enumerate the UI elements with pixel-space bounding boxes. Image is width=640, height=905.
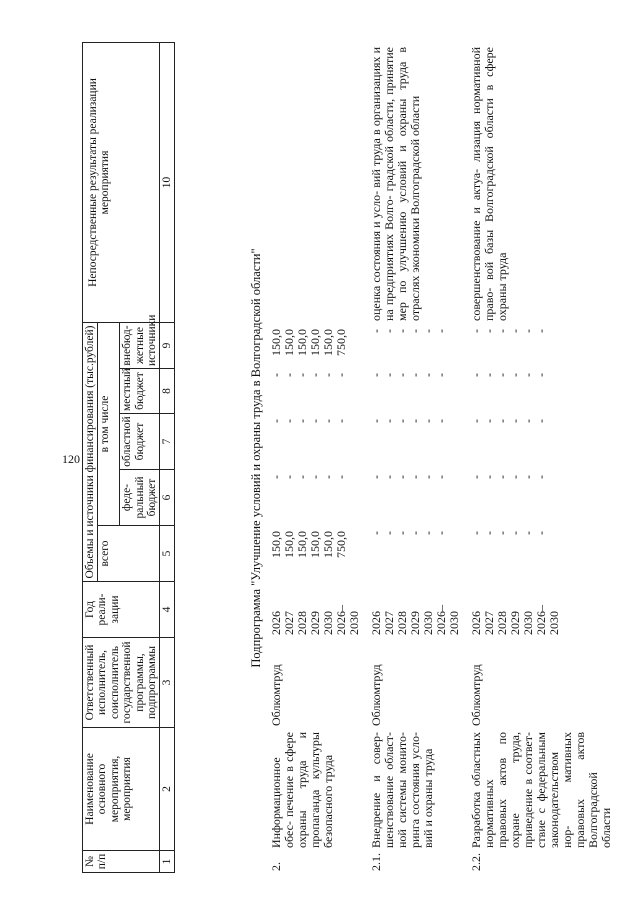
cell-regional-value: - bbox=[394, 419, 409, 423]
cell-years-value: 2028 bbox=[294, 611, 309, 635]
cell-years bbox=[270, 585, 361, 635]
header-executor: Ответственный исполнитель, соисполнитель государственной программы, подпрограммы bbox=[83, 638, 160, 728]
cell-total-value: 750,0 bbox=[333, 531, 348, 558]
cell-name: Информационное обес- печение в сфере охраны труда и пропаганда культуры безопасного труда bbox=[269, 732, 335, 848]
cell-regional bbox=[270, 419, 348, 467]
header-total: всего bbox=[98, 526, 160, 582]
cell-total bbox=[470, 531, 548, 579]
cell-regional-value: - bbox=[381, 419, 396, 423]
cell-local-value: - bbox=[481, 373, 496, 377]
cell-total-value: - bbox=[433, 531, 448, 535]
header-local: местный бюджет bbox=[120, 369, 160, 414]
cell-regional-value: - bbox=[533, 419, 548, 423]
cell-years-value: 2026–2030 bbox=[533, 605, 561, 635]
cell-federal bbox=[370, 475, 448, 523]
column-number: 6 bbox=[160, 470, 175, 526]
cell-local bbox=[470, 373, 548, 411]
cell-local-value: - bbox=[520, 373, 535, 377]
cell-years-value: 2028 bbox=[494, 611, 509, 635]
cell-years-value: 2026–2030 bbox=[333, 605, 361, 635]
cell-regional-value: - bbox=[333, 419, 348, 423]
cell-years bbox=[370, 585, 461, 635]
cell-offbudget-value: 150,0 bbox=[320, 329, 335, 356]
column-number: 9 bbox=[160, 322, 175, 368]
cell-federal bbox=[270, 475, 348, 523]
cell-years-value: 2026 bbox=[269, 611, 283, 635]
cell-local-value: - bbox=[320, 373, 335, 377]
cell-offbudget-value: 150,0 bbox=[269, 329, 283, 356]
cell-regional-value: - bbox=[369, 419, 383, 423]
cell-regional-value: - bbox=[407, 419, 422, 423]
cell-regional-value: - bbox=[281, 419, 296, 423]
cell-total bbox=[370, 531, 448, 579]
cell-offbudget bbox=[370, 329, 448, 367]
cell-num: 2.2. bbox=[469, 853, 483, 871]
header-name: Наименование основного мероприятия, мероприятия bbox=[83, 728, 160, 851]
cell-regional-value: - bbox=[320, 419, 335, 423]
cell-years-value: 2026–2030 bbox=[433, 605, 461, 635]
cell-regional-value: - bbox=[481, 419, 496, 423]
cell-years-value: 2030 bbox=[420, 611, 435, 635]
table-header bbox=[82, 42, 175, 873]
cell-offbudget bbox=[270, 329, 348, 367]
header-financing: Объемы и источники финансирования (тыс.рублей) bbox=[83, 322, 98, 581]
cell-years-value: 2030 bbox=[520, 611, 535, 635]
cell-offbudget-value: - bbox=[433, 329, 448, 333]
cell-federal-value: - bbox=[369, 475, 383, 479]
cell-offbudget-value: - bbox=[469, 329, 483, 333]
cell-total-value: - bbox=[520, 531, 535, 535]
cell-regional-value: - bbox=[269, 419, 283, 423]
cell-total-value: - bbox=[381, 531, 396, 535]
cell-regional-value: - bbox=[420, 419, 435, 423]
cell-regional bbox=[470, 419, 548, 467]
cell-offbudget-value: - bbox=[407, 329, 422, 333]
cell-federal-value: - bbox=[407, 475, 422, 479]
header-num: № п/п bbox=[83, 851, 160, 873]
cell-offbudget-value: 150,0 bbox=[307, 329, 322, 356]
cell-total-value: 150,0 bbox=[269, 531, 283, 558]
cell-offbudget-value: - bbox=[481, 329, 496, 333]
cell-total-value: - bbox=[507, 531, 522, 535]
cell-local-value: - bbox=[420, 373, 435, 377]
cell-regional-value: - bbox=[469, 419, 483, 423]
page-number: 120 bbox=[62, 452, 80, 466]
cell-years-value: 2028 bbox=[394, 611, 409, 635]
cell-num: 2. bbox=[269, 862, 283, 871]
rotated-table-page bbox=[82, 43, 613, 873]
cell-local bbox=[270, 373, 348, 411]
header-year: Год реали- зации bbox=[83, 582, 160, 638]
subprogram-title: Подпрограмма "Улучшение условий и охраны труда в Волгоградской области" bbox=[249, 248, 263, 668]
cell-local-value: - bbox=[333, 373, 348, 377]
header-offbudget: внебюд- жетные источники bbox=[120, 322, 160, 368]
cell-total-value: - bbox=[494, 531, 509, 535]
cell-offbudget-value: - bbox=[507, 329, 522, 333]
cell-local-value: - bbox=[307, 373, 322, 377]
cell-federal-value: - bbox=[533, 475, 548, 479]
cell-federal-value: - bbox=[294, 475, 309, 479]
cell-offbudget-value: - bbox=[369, 329, 383, 333]
cell-local-value: - bbox=[369, 373, 383, 377]
cell-offbudget-value: - bbox=[533, 329, 548, 333]
cell-years-value: 2026 bbox=[469, 611, 483, 635]
cell-federal-value: - bbox=[394, 475, 409, 479]
cell-total-value: - bbox=[407, 531, 422, 535]
cell-federal-value: - bbox=[381, 475, 396, 479]
cell-federal-value: - bbox=[333, 475, 348, 479]
cell-executor: Облкомтруд bbox=[469, 664, 483, 726]
cell-local bbox=[370, 373, 448, 411]
cell-federal-value: - bbox=[307, 475, 322, 479]
cell-federal-value: - bbox=[433, 475, 448, 479]
cell-federal bbox=[470, 475, 548, 523]
cell-federal-value: - bbox=[469, 475, 483, 479]
header-including: в том числе bbox=[98, 322, 120, 525]
cell-executor: Облкомтруд bbox=[369, 664, 383, 726]
cell-offbudget-value: - bbox=[520, 329, 535, 333]
cell-federal-value: - bbox=[494, 475, 509, 479]
cell-offbudget-value: 150,0 bbox=[281, 329, 296, 356]
cell-offbudget bbox=[470, 329, 548, 367]
cell-years bbox=[470, 585, 561, 635]
cell-total-value: - bbox=[533, 531, 548, 535]
cell-local-value: - bbox=[294, 373, 309, 377]
cell-name: Внедрение и совер- шенствование област- ной системы монито- ринга состояния усло- вий и охраны труда bbox=[369, 732, 435, 848]
header-federal: феде- ральный бюджет bbox=[120, 470, 160, 526]
column-number: 3 bbox=[160, 638, 175, 728]
cell-local-value: - bbox=[269, 373, 283, 377]
cell-local-value: - bbox=[533, 373, 548, 377]
cell-regional-value: - bbox=[494, 419, 509, 423]
cell-local-value: - bbox=[394, 373, 409, 377]
column-number: 5 bbox=[160, 526, 175, 582]
column-number: 2 bbox=[160, 728, 175, 851]
cell-local-value: - bbox=[494, 373, 509, 377]
cell-local-value: - bbox=[407, 373, 422, 377]
column-number: 10 bbox=[160, 42, 175, 322]
column-number: 8 bbox=[160, 369, 175, 414]
cell-years-value: 2027 bbox=[481, 611, 496, 635]
cell-total-value: 150,0 bbox=[320, 531, 335, 558]
cell-local-value: - bbox=[281, 373, 296, 377]
column-number: 4 bbox=[160, 582, 175, 638]
cell-num: 2.1. bbox=[369, 853, 383, 871]
column-number: 7 bbox=[160, 414, 175, 470]
cell-regional-value: - bbox=[307, 419, 322, 423]
cell-years-value: 2029 bbox=[507, 611, 522, 635]
cell-local-value: - bbox=[469, 373, 483, 377]
cell-offbudget-value: - bbox=[420, 329, 435, 333]
cell-total-value: 150,0 bbox=[294, 531, 309, 558]
cell-total-value: - bbox=[394, 531, 409, 535]
cell-years-value: 2027 bbox=[381, 611, 396, 635]
cell-executor: Облкомтруд bbox=[269, 664, 283, 726]
cell-total bbox=[270, 531, 348, 579]
cell-federal-value: - bbox=[269, 475, 283, 479]
cell-regional-value: - bbox=[433, 419, 448, 423]
cell-local-value: - bbox=[433, 373, 448, 377]
cell-total-value: 150,0 bbox=[307, 531, 322, 558]
cell-result: оценка состояния и усло- вий труда в организациях и на предприятиях Волго- градской области, принятие мер по улучшению условий и охраны труда в отраслях экономики Волгоградской области bbox=[369, 47, 422, 321]
cell-total-value: - bbox=[420, 531, 435, 535]
cell-result: совершенствование и актуа- лизация нормативной право- вой базы Волгоградской области в сфере охраны труда bbox=[469, 47, 509, 321]
cell-federal-value: - bbox=[420, 475, 435, 479]
cell-federal-value: - bbox=[520, 475, 535, 479]
header-regional: областной бюджет bbox=[120, 414, 160, 470]
cell-years-value: 2030 bbox=[320, 611, 335, 635]
cell-federal-value: - bbox=[481, 475, 496, 479]
cell-total-value: 150,0 bbox=[281, 531, 296, 558]
cell-offbudget-value: - bbox=[494, 329, 509, 333]
cell-local-value: - bbox=[507, 373, 522, 377]
cell-years-value: 2026 bbox=[369, 611, 383, 635]
column-number: 1 bbox=[160, 851, 175, 873]
cell-years-value: 2029 bbox=[307, 611, 322, 635]
cell-years-value: 2029 bbox=[407, 611, 422, 635]
cell-total-value: - bbox=[369, 531, 383, 535]
cell-federal-value: - bbox=[320, 475, 335, 479]
cell-offbudget-value: 750,0 bbox=[333, 329, 348, 356]
cell-regional-value: - bbox=[294, 419, 309, 423]
cell-federal-value: - bbox=[281, 475, 296, 479]
cell-regional-value: - bbox=[520, 419, 535, 423]
cell-offbudget-value: - bbox=[394, 329, 409, 333]
cell-total-value: - bbox=[469, 531, 483, 535]
cell-offbudget-value: 150,0 bbox=[294, 329, 309, 356]
cell-name: Разработка областных нормативных правовых актов по охране труда, приведение в соответ- ствие с федеральным законодательством нор- мативных правовых актов Волгоградской области bbox=[469, 732, 613, 848]
cell-regional bbox=[370, 419, 448, 467]
cell-local-value: - bbox=[381, 373, 396, 377]
cell-federal-value: - bbox=[507, 475, 522, 479]
cell-total-value: - bbox=[481, 531, 496, 535]
cell-regional-value: - bbox=[507, 419, 522, 423]
cell-years-value: 2027 bbox=[281, 611, 296, 635]
cell-offbudget-value: - bbox=[381, 329, 396, 333]
header-results: Непосредственные результаты реализации мероприятия bbox=[83, 42, 160, 322]
